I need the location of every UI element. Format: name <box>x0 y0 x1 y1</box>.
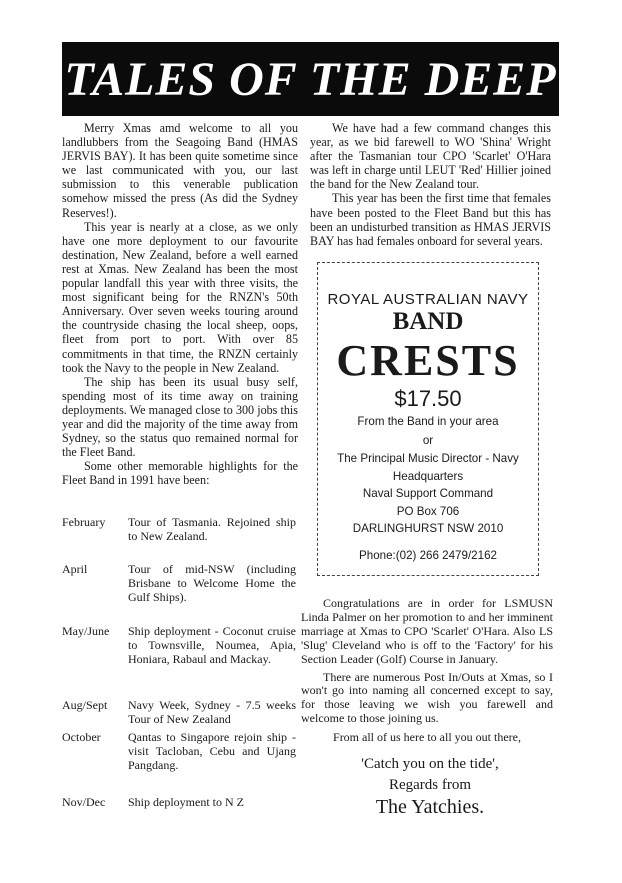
advert-crests: CRESTS <box>336 336 520 385</box>
paragraph: This year is nearly at a close, as we only have one more deployment to our favourite destination, New Zealand, before a well earned rest at Xmas. New Zealand has been the most popular landfall this year with three visits, the most significant being for the RNZN's 50th Anniversary. Over seven weeks touring around the countryside chasing the local sheep, oops, fleet from port to port. With over 85 commitments in that time, the RNZN certainly took the Navy to the people in New Zealand. <box>62 219 298 375</box>
advert-director: The Principal Music Director - Navy <box>337 452 519 465</box>
right-column <box>310 121 551 248</box>
advert-command: Naval Support Command <box>362 487 494 500</box>
signoff-quote: 'Catch you on the tide', <box>361 756 499 772</box>
paragraph: This year has been the first time that females have been posted to the Fleet Band but this has been an undisturbed transition as HMAS JERVIS BAY has had females onboard for several years. <box>310 191 551 248</box>
paragraph: Some other memorable highlights for the Fleet Band in 1991 have been: <box>62 459 298 488</box>
advert-hq: Headquarters <box>392 470 464 483</box>
schedule-detail: Ship deployment - Coconut cruise to Townsville, Noumea, Apia, Honiara, Rabaul and Mackay. <box>128 624 296 667</box>
paragraph: Congratulations are in order for LSMUSN Linda Palmer on her promotion to and her imminent marriage at Xmas to CPO 'Scarlet' O'Hara. Also LS 'Slug' Cleveland who is off to the 'Factory' for his Section Leader (Golf) Course in January. <box>301 596 553 666</box>
paragraph: We have had a few command changes this year, as we bid farewell to WO 'Shina' Wright after the Tasmanian tour CPO 'Scarlet' O'Hara was left in charge until LEUT 'Red' Hillier joined the band for the New Zealand tour. <box>310 121 551 192</box>
paragraph: From all of us here to all you out there, <box>333 730 521 745</box>
schedule-detail: Qantas to Singapore rejoin ship - visit Tacloban, Cebu and Ujang Pangdang. <box>128 730 296 773</box>
paragraph: Merry Xmas amd welcome to all you landlubbers from the Seagoing Band (HMAS JERVIS BAY). It has been quite sometime since we last communicated with you, our last submission to this venerable publication somehow missed the press (As did the Sydney Reserves!). <box>62 121 298 220</box>
signoff-from: The Yatchies. <box>375 796 485 818</box>
schedule-month: Aug/Sept <box>62 698 108 712</box>
title-banner <box>62 42 559 116</box>
schedule-detail: Navy Week, Sydney - 7.5 weeks Tour of New Zealand <box>128 698 296 727</box>
schedule-month: May/June <box>62 624 110 638</box>
paragraph: The ship has been its usual busy self, spending most of its time away on training deployments. We managed close to 300 jobs this year and did the majority of the time away from Sydney, so the status quo remained normal for the Fleet Band. <box>62 374 298 460</box>
left-column <box>62 121 298 487</box>
schedule-detail: Tour of Tasmania. Rejoined ship to New Zealand. <box>128 515 296 544</box>
advert-price: $17.50 <box>394 386 462 411</box>
advert-or: or <box>422 434 434 447</box>
schedule-detail: Ship deployment to N Z <box>128 795 244 809</box>
schedule-month: Nov/Dec <box>62 795 106 809</box>
advert-band: BAND <box>392 308 464 335</box>
advert-pobox: PO Box 706 <box>396 505 460 518</box>
schedule-month: October <box>62 730 101 744</box>
right-lower-column <box>301 597 553 745</box>
schedule-month: April <box>62 562 88 576</box>
schedule-detail: Tour of mid-NSW (including Brisbane to Welcome Home the Gulf Ships). <box>128 562 296 605</box>
crests-advert <box>317 262 539 576</box>
page-title: TALES OF THE DEEP <box>64 53 557 106</box>
advert-phone: Phone:(02) 266 2479/2162 <box>359 549 497 562</box>
advert-from: From the Band in your area <box>357 415 499 428</box>
schedule-month: February <box>62 515 106 529</box>
advert-heading: ROYAL AUSTRALIAN NAVY <box>327 291 529 308</box>
advert-suburb: DARLINGHURST NSW 2010 <box>352 522 504 535</box>
signoff-regards: Regards from <box>388 777 472 793</box>
paragraph: There are numerous Post In/Outs at Xmas, so I won't go into naming all concerned except to say, for those leaving we wish you farewell and welcome to those joining us. <box>301 669 553 726</box>
